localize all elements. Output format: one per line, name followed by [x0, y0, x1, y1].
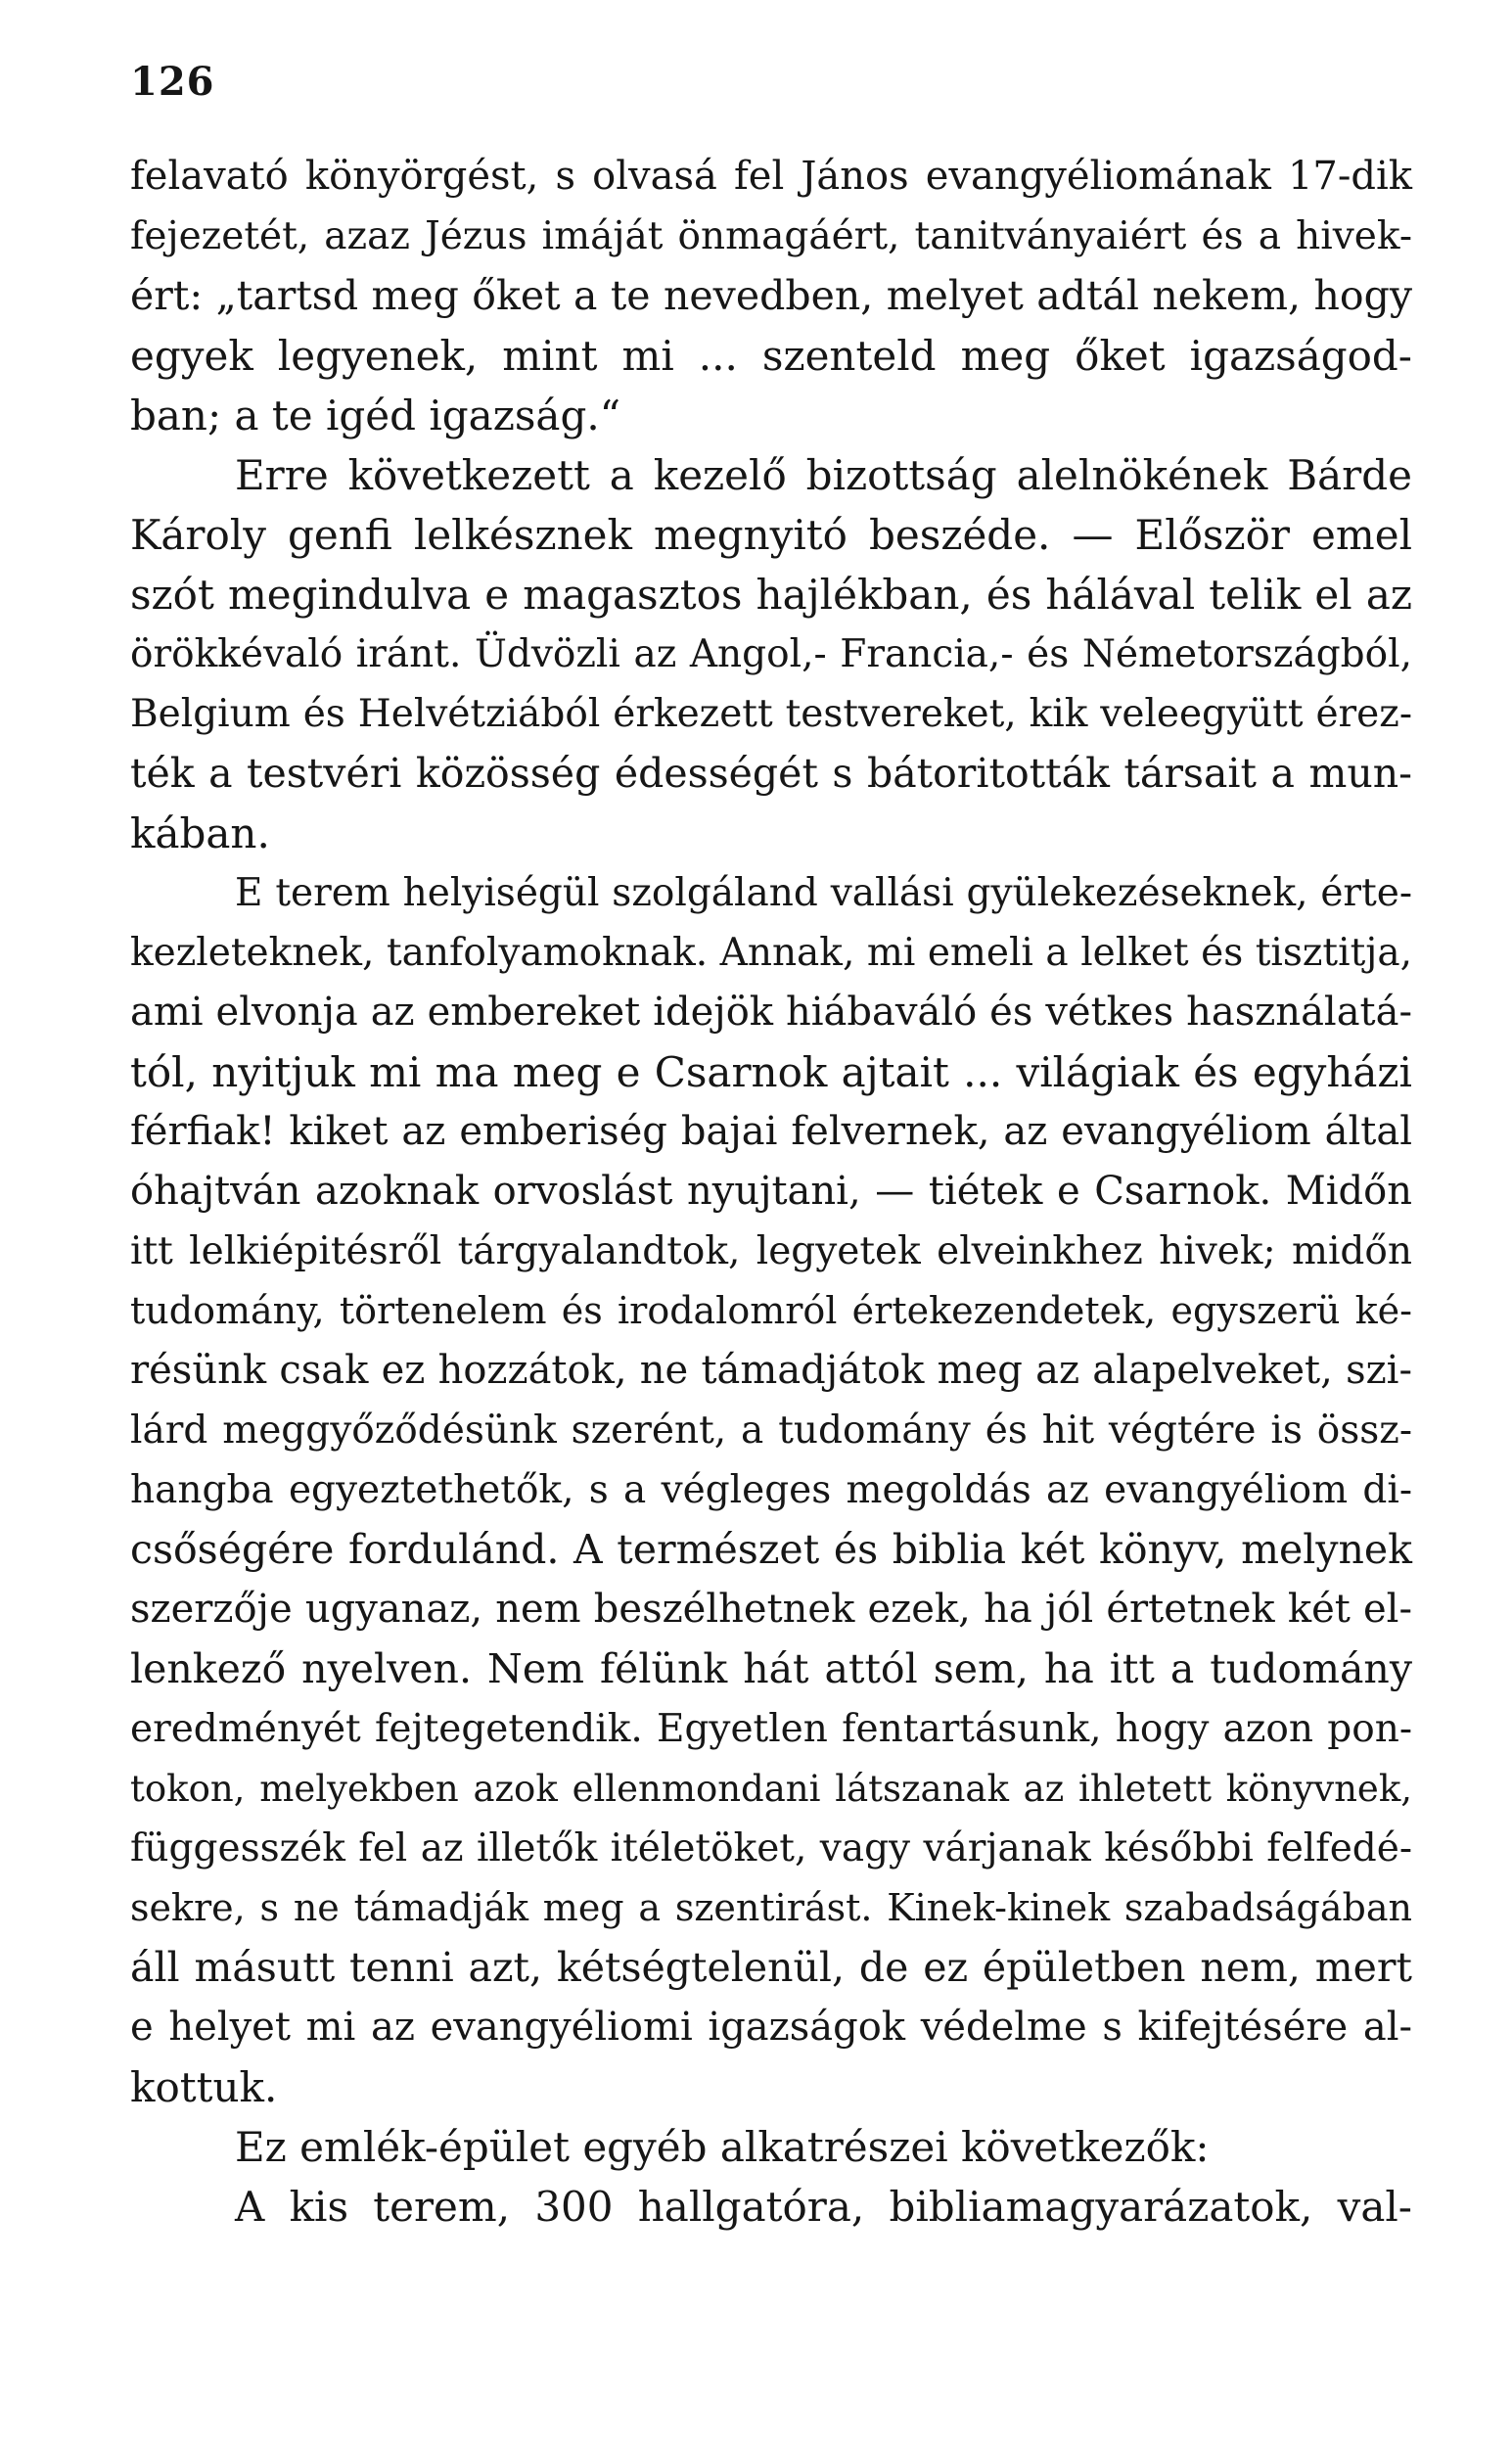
- text-line: függesszék fel az illetők itéletöket, vagy várjanak későbbi felfedé-: [130, 1826, 1412, 1870]
- text-line: óhajtván azoknak orvoslást nyujtani, — tiétek e Csarnok. Midőn: [130, 1169, 1412, 1214]
- text-line: sekre, s ne támadják meg a szentirást. Kinek-kinek szabadságában: [130, 1886, 1412, 1929]
- text-line: E terem helyiségül szolgáland vallási gyülekezéseknek, érte-: [235, 871, 1412, 915]
- body-text: [130, 147, 1412, 2237]
- text-line: kezleteknek, tanfolyamoknak. Annak, mi emeli a lelket és tisztitja,: [130, 931, 1412, 975]
- text-line: résünk csak ez hozzátok, ne támadjátok meg az alapelveket, szi-: [130, 1348, 1412, 1393]
- text-line: kottuk.: [130, 2063, 278, 2111]
- text-line: e helyet mi az evangyéliomi igazságok védelme s kifejtésére al-: [130, 2005, 1412, 2050]
- text-line: férfiak! kiket az emberiség bajai felvernek, az evangyéliom által: [130, 1109, 1412, 1154]
- text-line: fejezetét, azaz Jézus imáját önmagáért, tanitványaiért és a hivek-: [130, 214, 1412, 258]
- text-line: tudomány, törtenelem és irodalomról értekezendetek, egyszerü ké-: [130, 1289, 1412, 1332]
- text-line: szerzője ugyanaz, nem beszélhetnek ezek, ha jól értetnek két el-: [130, 1587, 1412, 1632]
- page-number: 126: [130, 59, 215, 105]
- text-line: Ez emlék-épület egyéb alkatrészei következők:: [235, 2123, 1210, 2171]
- text-line: itt lelkiépitésről tárgyalandtok, legyetek elveinkhez hivek; midőn: [130, 1229, 1412, 1273]
- text-line: ami elvonja az embereket idejök hiábaváló és vétkes használatá-: [130, 990, 1412, 1035]
- text-line: eredményét fejtegetendik. Egyetlen fentartásunk, hogy azon pon-: [130, 1707, 1412, 1751]
- text-line: tól, nyitjuk mi ma meg e Csarnok ajtait ... világiak és egyházi: [130, 1048, 1412, 1096]
- text-line: Erre következett a kezelő bizottság alelnökének Bárde: [235, 451, 1412, 499]
- text-line: szót megindulva e magasztos hajlékban, és hálával telik el az: [130, 571, 1412, 619]
- text-line: egyek legyenek, mint mi ... szenteld meg őket igazságod-: [130, 332, 1412, 380]
- text-line: lenkező nyelven. Nem félünk hát attól sem, ha itt a tudomány: [130, 1645, 1412, 1692]
- text-line: ban; a te igéd igazság.“: [130, 392, 621, 439]
- text-line: hangba egyeztethetők, s a végleges megoldás az evangyéliom di-: [130, 1468, 1412, 1512]
- text-line: áll másutt tenni azt, kétségtelenül, de ez épületben nem, mert: [130, 1944, 1412, 1991]
- text-line: felavató könyörgést, s olvasá fel János evangyéliomának 17-dik: [130, 154, 1412, 199]
- text-line: Károly genfi lelkésznek megnyitó beszéde. — Először emel: [130, 511, 1412, 559]
- text-line: ték a testvéri közösség édességét s bátoritották társait a mun-: [130, 750, 1412, 797]
- text-line: A kis terem, 300 hallgatóra, bibliamagyarázatok, val-: [235, 2183, 1412, 2231]
- text-line: kában.: [130, 809, 270, 857]
- text-line: örökkévaló iránt. Üdvözli az Angol,- Francia,- és Németországból,: [130, 632, 1412, 676]
- text-line: Belgium és Helvétziából érkezett testvereket, kik veleegyütt érez-: [130, 692, 1412, 736]
- text-line: ért: „tartsd meg őket a te nevedben, melyet adtál nekem, hogy: [130, 272, 1412, 319]
- text-line: tokon, melyekben azok ellenmondani látszanak az ihletett könyvnek,: [130, 1768, 1412, 1810]
- text-line: csőségére fordulánd. A természet és biblia két könyv, melynek: [130, 1526, 1412, 1573]
- text-line: lárd meggyőződésünk szerént, a tudomány és hit végtére is össz-: [130, 1408, 1412, 1453]
